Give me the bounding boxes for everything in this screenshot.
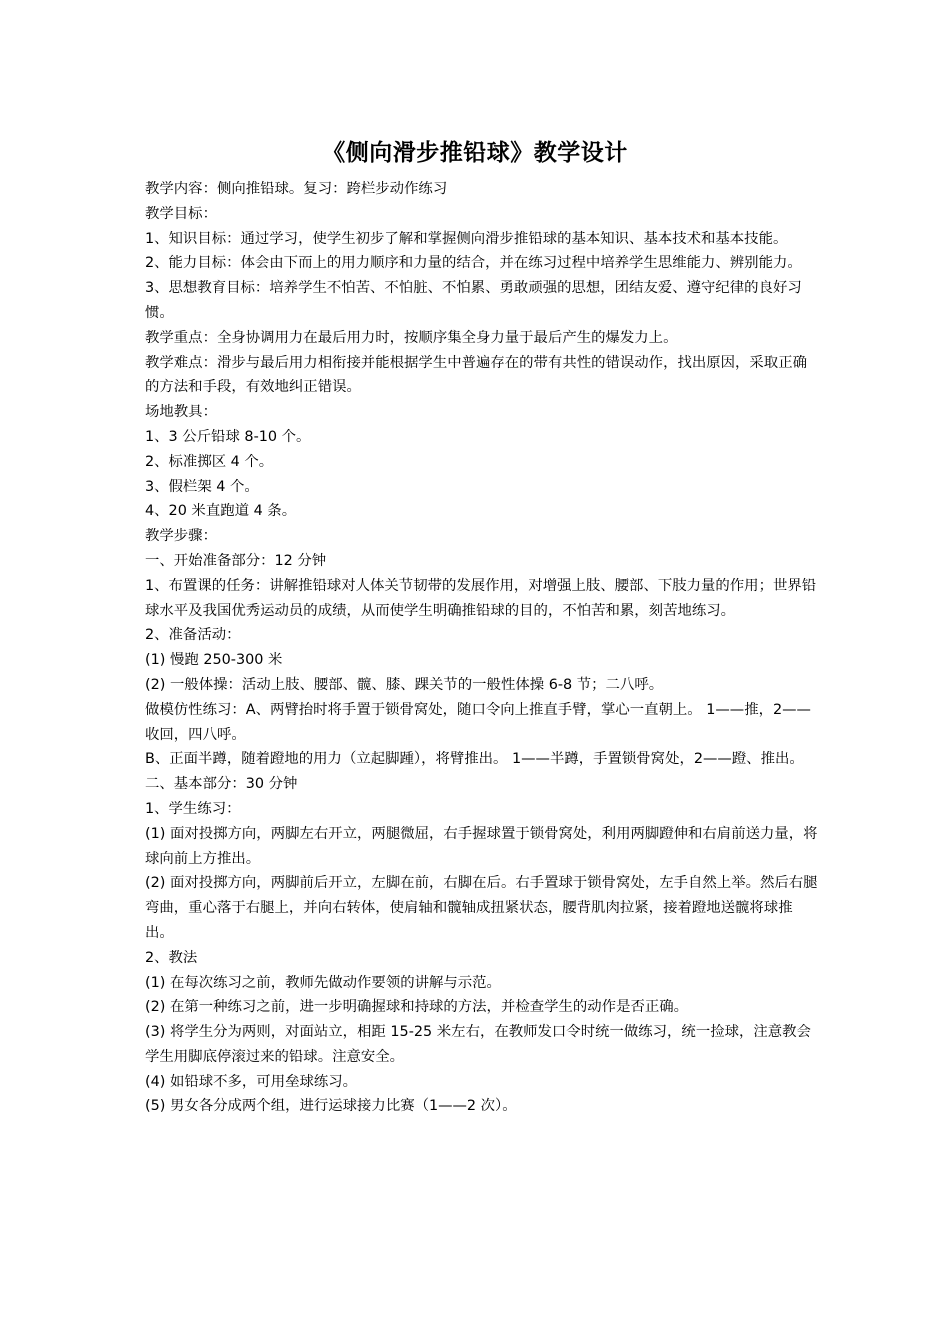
paragraph: 1、布置课的任务：讲解推铅球对人体关节韧带的发展作用，对增强上肢、腰部、下肢力量的作用；世界铅球水平及我国优秀运动员的成绩，从而使学生明确推铅球的目的，不怕苦和累，刻苦地练习。 <box>145 577 817 619</box>
paragraph: 3、假栏架 4 个。 <box>145 478 259 495</box>
paragraph: 教学重点：全身协调用力在最后用力时，按顺序集全身力量于最后产生的爆发力上。 <box>145 329 678 346</box>
paragraph: B、正面半蹲，随着蹬地的用力（立起脚踵），将臂推出。 1——半蹲，手置锁骨窝处，2——蹬、推出。 <box>145 751 804 768</box>
paragraph: (2) 在第一种练习之前，进一步明确握球和持球的方法，并检查学生的动作是否正确。 <box>145 999 689 1016</box>
paragraph: 2、准备活动： <box>145 627 241 644</box>
paragraph: 4、20 米直跑道 4 条。 <box>145 503 297 520</box>
paragraph: 教学步骤： <box>145 528 217 545</box>
paragraph: 1、3 公斤铅球 8-10 个。 <box>145 428 311 445</box>
paragraph: 做模仿性练习：A、两臂抬时将手置于锁骨窝处，随口令向上推直手臂，掌心一直朝上。 1——推，2——收回，四八呼。 <box>145 701 811 743</box>
paragraph: 教学目标： <box>145 205 217 222</box>
paragraph: 一、开始准备部分：12 分钟 <box>145 552 327 569</box>
paragraph: (1) 在每次练习之前，教师先做动作要领的讲解与示范。 <box>145 974 501 991</box>
paragraph: 2、能力目标：体会由下而上的用力顺序和力量的结合，并在练习过程中培养学生思维能力、辨别能力。 <box>145 255 802 272</box>
paragraph: 教学难点：滑步与最后用力相衔接并能根据学生中普遍存在的带有共性的错误动作，找出原因，采取正确的方法和手段，有效地纠正错误。 <box>145 354 807 396</box>
paragraph: 教学内容：侧向推铅球。复习：跨栏步动作练习 <box>145 181 448 197</box>
paragraph: 2、教法 <box>145 949 198 966</box>
paragraph: (2) 一般体操：活动上肢、腰部、髋、膝、踝关节的一般性体操 6-8 节；二八呼。 <box>145 676 664 693</box>
paragraph: (5) 男女各分成两个组，进行运球接力比赛（1——2 次）。 <box>145 1098 517 1115</box>
document-body <box>145 177 820 1119</box>
paragraph: 3、思想教育目标：培养学生不怕苦、不怕脏、不怕累、勇敢顽强的思想，团结友爱、遵守纪律的良好习惯。 <box>145 280 802 321</box>
paragraph: (1) 慢跑 250-300 米 <box>145 652 283 669</box>
paragraph: 1、学生练习： <box>145 800 241 817</box>
paragraph: 2、标准掷区 4 个。 <box>145 453 274 470</box>
document-title: 《侧向滑步推铅球》教学设计 <box>322 139 628 166</box>
paragraph: 二、基本部分：30 分钟 <box>145 776 298 793</box>
paragraph: (1) 面对投掷方向，两脚左右开立，两腿微屈，右手握球置于锁骨窝处，利用两脚蹬伸和右肩前送力量，将球向前上方推出。 <box>145 825 818 867</box>
paragraph: (2) 面对投掷方向，两脚前后开立，左脚在前，右脚在后。右手置球于锁骨窝处，左手自然上举。然后右腿弯曲，重心落于右腿上，并向右转体，使肩轴和髋轴成扭紧状态，腰背肌肉拉紧，接着蹬地送髋将球推出。 <box>145 875 818 941</box>
paragraph: (3) 将学生分为两则，对面站立，相距 15-25 米左右，在教师发口令时统一做练习，统一捡球，注意教会学生用脚底停滚过来的铅球。注意安全。 <box>145 1024 811 1065</box>
paragraph: (4) 如铅球不多，可用垒球练习。 <box>145 1073 358 1090</box>
paragraph: 1、知识目标：通过学习，使学生初步了解和掌握侧向滑步推铅球的基本知识、基本技术和基本技能。 <box>145 230 788 247</box>
paragraph: 场地教具： <box>145 404 217 421</box>
